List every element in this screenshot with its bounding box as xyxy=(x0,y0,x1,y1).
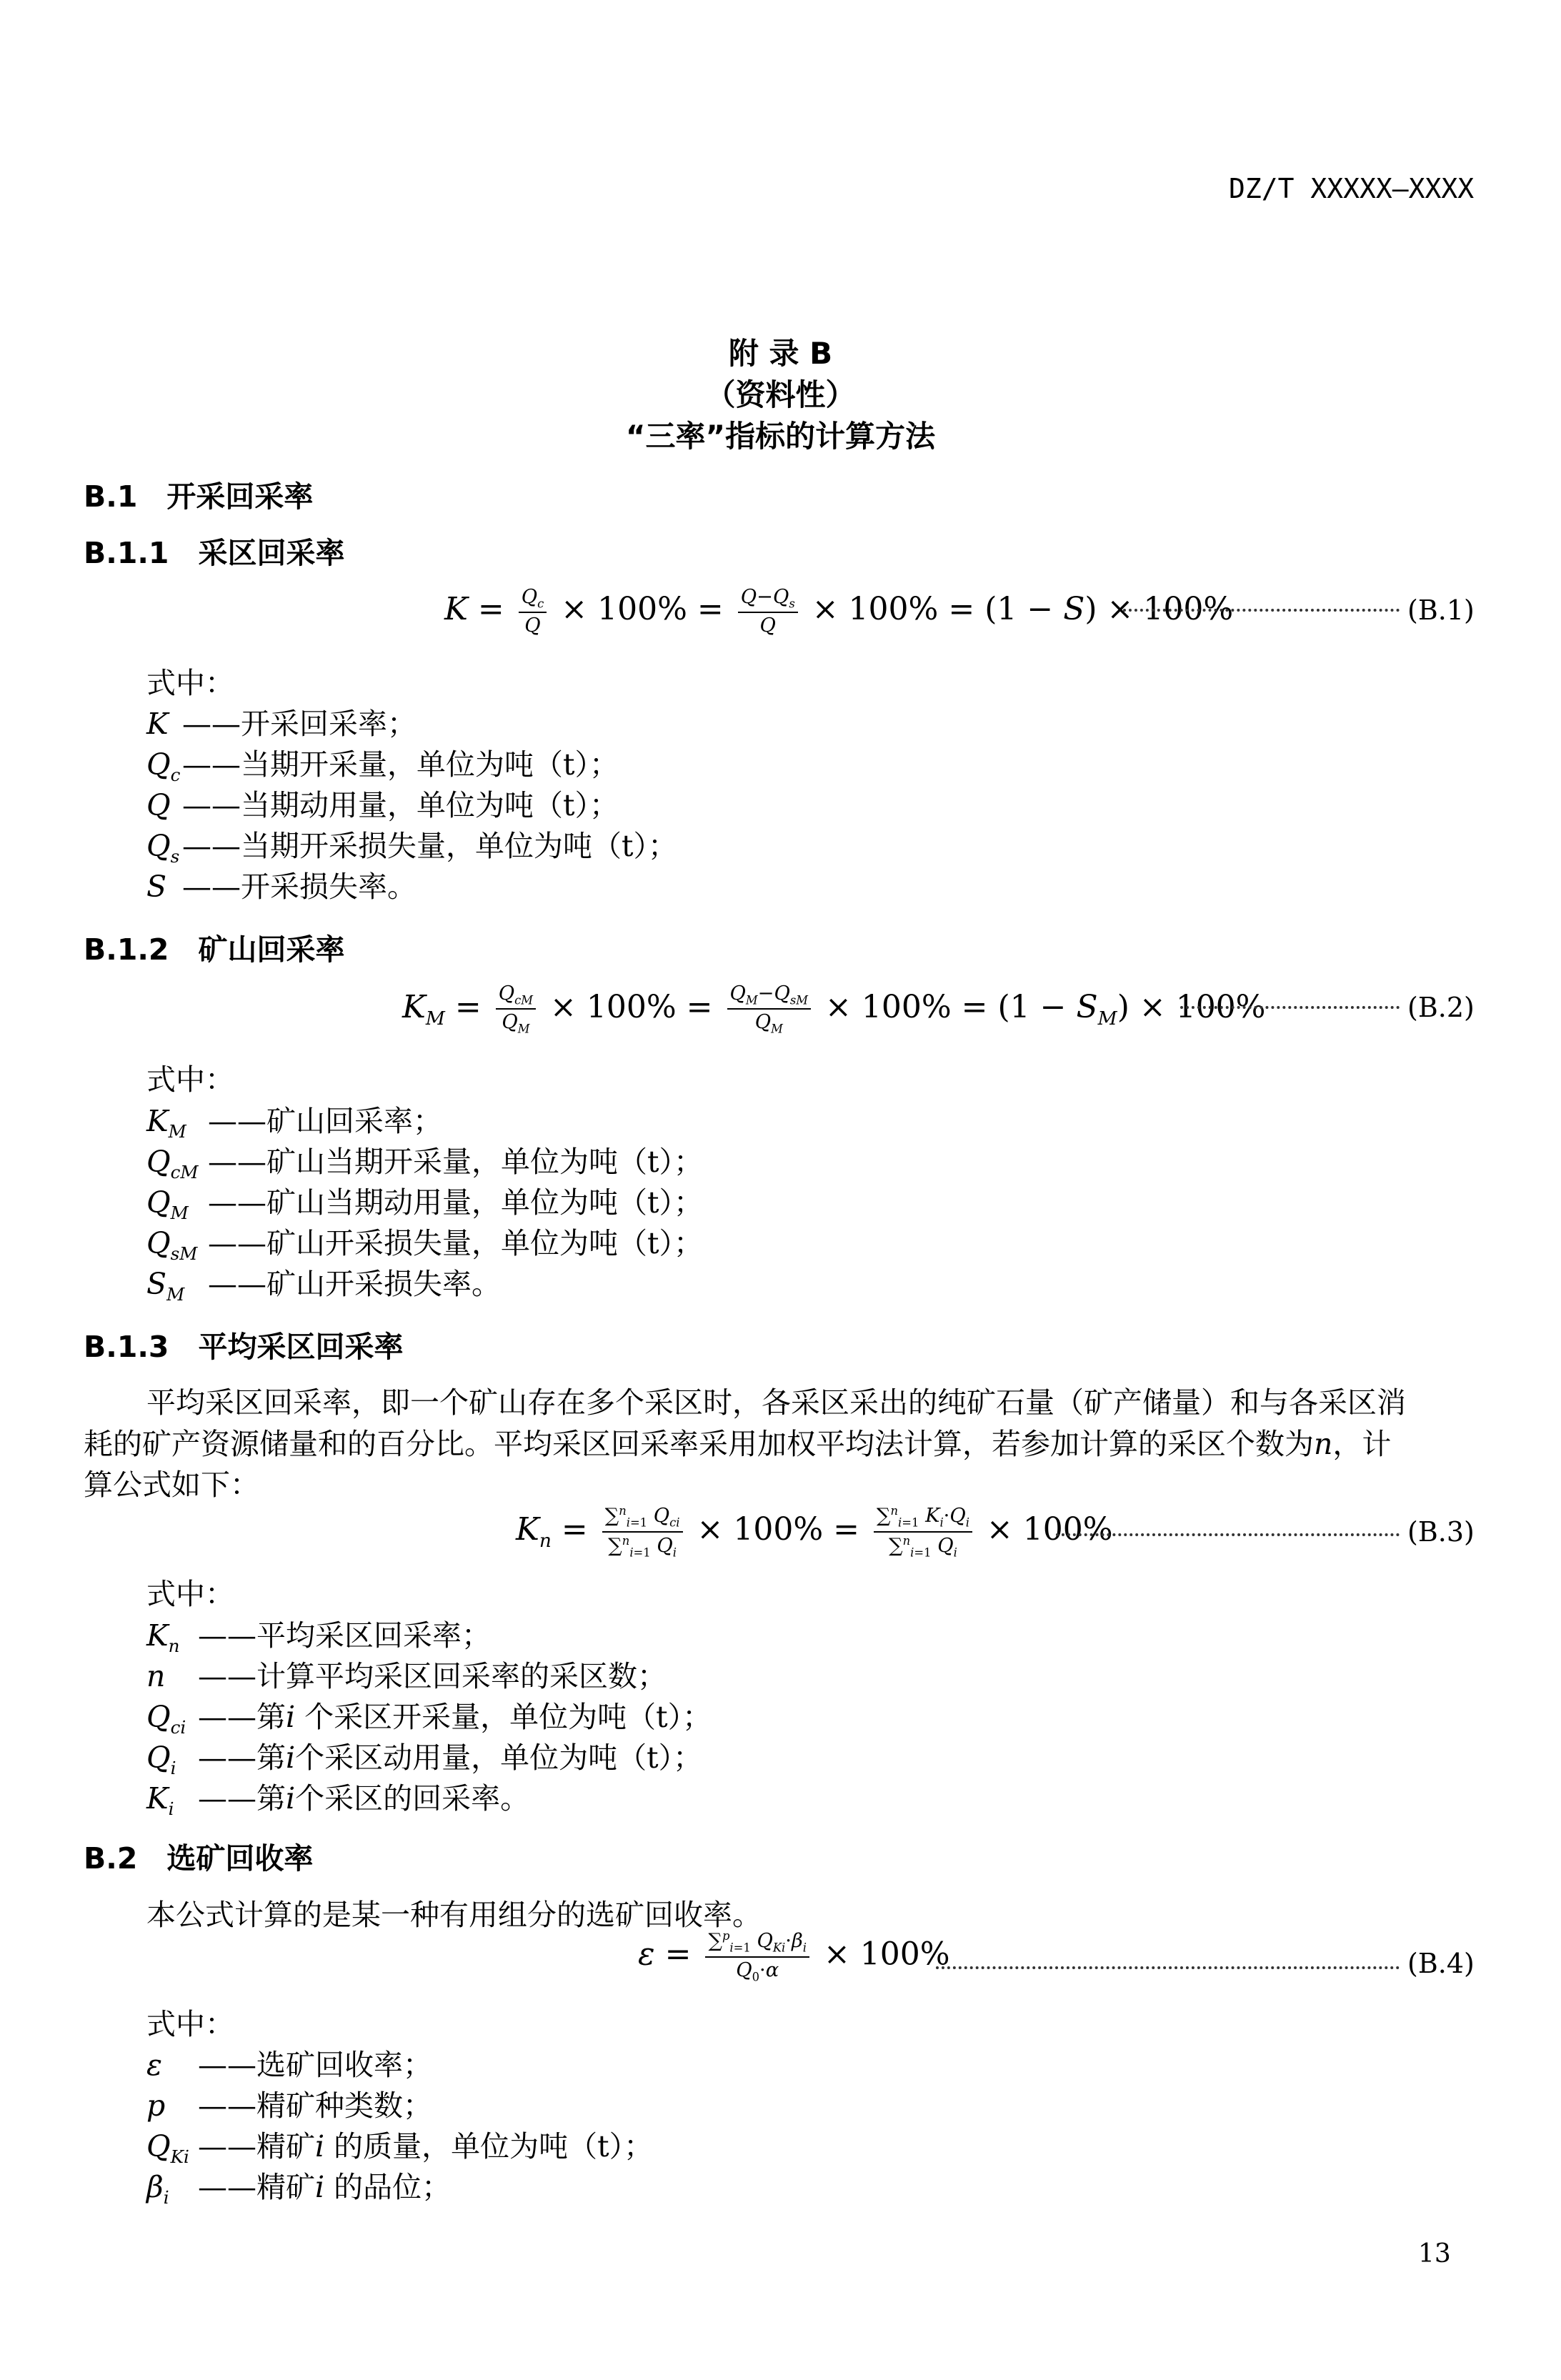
def-symbol: Q xyxy=(146,747,171,782)
def-Qs: $Q_s——$当期开采损失量，单位为吨（t）； xyxy=(146,829,677,867)
def-QcM: $Q_{cM}$ ——矿山当期开采量，单位为吨（t）； xyxy=(146,1145,703,1183)
def-text: ——矿山开采损失率。 xyxy=(208,1267,501,1301)
appendix-title: “三率”指标的计算方法 xyxy=(625,419,936,454)
page-number: 13 xyxy=(1418,2239,1451,2269)
def-SM: $S_M$ ——矿山开采损失率。 xyxy=(146,1267,501,1305)
def-symbol: Q xyxy=(146,1226,171,1260)
where-label: 式中： xyxy=(146,1577,234,1611)
leader-dots xyxy=(1123,609,1400,612)
def-text: 个采区动用量，单位为吨（t）； xyxy=(295,1741,703,1775)
def-symbol: Q xyxy=(146,788,171,822)
paragraph-line: 算公式如下： xyxy=(84,1468,259,1502)
leader-dots xyxy=(1180,1006,1400,1009)
def-symbol: K xyxy=(146,1618,169,1653)
def-text: ——开采损失率。 xyxy=(182,870,417,904)
doc-code: DZ/T XXXXX—XXXX xyxy=(1229,173,1475,204)
formula-b3-number: (B.3) xyxy=(1407,1516,1475,1548)
def-symbol: Q xyxy=(146,2129,171,2164)
where-label: 式中： xyxy=(146,666,234,700)
def-S xyxy=(146,863,417,905)
def-symbol: n xyxy=(146,1659,166,1693)
formula-b1-number: (B.1) xyxy=(1407,594,1475,626)
def-text: ——矿山当期动用量，单位为吨（t）； xyxy=(208,1185,703,1220)
def-symbol: S xyxy=(146,1267,167,1301)
def-KM: $K_M$ ——矿山回采率； xyxy=(146,1104,442,1142)
def-text: ——开采回采率； xyxy=(182,707,417,741)
section-b13-heading: B.1.3 平均采区回采率 xyxy=(84,1330,404,1364)
def-symbol: K xyxy=(146,1781,169,1816)
def-Ki: $K_i$ ——第i个采区的回采率。 xyxy=(146,1781,530,1820)
def-Qi: $Q_i$ ——第i个采区动用量，单位为吨（t）； xyxy=(146,1741,703,1779)
section-b2-heading: B.2 选矿回收率 xyxy=(84,1841,314,1876)
formula-b4: ε = $\frac{\sum^p_{i=1} Q_{Ki}\cdot\beta_i}{Q_0\cdot\alpha}$ × 100% xyxy=(638,1929,950,1983)
section-b11-heading: B.1.1 采区回采率 xyxy=(84,536,345,570)
leader-dots xyxy=(1056,1533,1400,1536)
where-label: 式中： xyxy=(146,2007,234,2041)
def-text: ——平均采区回采率； xyxy=(198,1618,491,1653)
appendix-label: 附 录 B xyxy=(728,336,833,371)
def-symbol: K xyxy=(146,1104,169,1138)
def-K xyxy=(146,700,417,742)
def-text: ——当期开采量，单位为吨（t）； xyxy=(182,747,619,782)
def-symbol: Q xyxy=(146,1741,171,1775)
formula-b3: $K_n$ = $\frac{\sum^n_{i=1} Q_{ci}}{\sum^n_{i=1} Q_i}$ × 100% = $\frac{\sum^n_{i=1} K_i\cdot Q_i}{\sum^n_{i=1} Q_i}$ × 100% xyxy=(516,1504,1113,1560)
def-text: ——矿山回采率； xyxy=(208,1104,442,1138)
def-text: ——矿山开采损失量，单位为吨（t）； xyxy=(208,1226,703,1260)
def-Qc: $Q_c——$当期开采量，单位为吨（t）； xyxy=(146,747,619,786)
def-text: 个采区的回采率。 xyxy=(295,1781,530,1816)
def-beta: $\beta_i$ ——精矿i 的品位； xyxy=(146,2170,452,2209)
paragraph-line: 耗的矿产资源储量和的百分比。平均采区回采率采用加权平均法计算，若参加计算的采区个数为n，计 xyxy=(84,1427,1392,1461)
def-text: ——矿山当期开采量，单位为吨（t）； xyxy=(208,1145,703,1179)
leader-dots xyxy=(936,1966,1400,1969)
def-n xyxy=(146,1653,667,1695)
def-symbol: Q xyxy=(146,1185,171,1220)
appendix-type: （资料性） xyxy=(705,377,856,412)
def-symbol: Q xyxy=(146,1145,171,1179)
def-symbol: β xyxy=(146,2170,164,2204)
formula-b1: K = $\frac{Q_c}{Q}$ × 100% = $\frac{Q-Q_s}{Q}$ × 100% = (1 − S) × 100% xyxy=(444,586,1234,637)
def-text: ——当期动用量，单位为吨（t）； xyxy=(182,788,619,822)
def-text: 的质量，单位为吨（t）； xyxy=(324,2129,654,2164)
def-epsilon xyxy=(146,2041,432,2083)
def-text: ——精矿种类数； xyxy=(198,2088,432,2123)
def-text: ——当期开采损失量，单位为吨（t）； xyxy=(182,829,677,863)
section-b1-heading: B.1 开采回采率 xyxy=(84,479,314,514)
paragraph-line: 本公式计算的是某一种有用组分的选矿回收率。 xyxy=(146,1898,762,1932)
def-symbol: S xyxy=(146,870,167,904)
def-symbol: ε xyxy=(146,2048,163,2082)
def-symbol: K xyxy=(146,707,169,741)
section-b12-heading: B.1.2 矿山回采率 xyxy=(84,932,345,967)
def-QsM: $Q_{sM}$ ——矿山开采损失量，单位为吨（t）； xyxy=(146,1226,703,1265)
def-text: 个采区开采量，单位为吨（t）； xyxy=(295,1700,712,1734)
def-text: ——选矿回收率； xyxy=(198,2048,432,2082)
def-QM: $Q_M$ ——矿山当期动用量，单位为吨（t）； xyxy=(146,1185,703,1224)
paragraph-line: 平均采区回采率，即一个矿山存在多个采区时，各采区采出的纯矿石量（矿产储量）和与各采区消 xyxy=(146,1385,1406,1420)
formula-b4-number: (B.4) xyxy=(1407,1948,1475,1979)
def-Q xyxy=(146,782,619,824)
def-Qci: $Q_{ci}$ ——第i 个采区开采量，单位为吨（t）； xyxy=(146,1700,712,1738)
def-symbol: Q xyxy=(146,829,171,863)
formula-b2: $K_M$ = $\frac{Q_{cM}}{Q_M}$ × 100% = $\frac{Q_M-Q_{sM}}{Q_M}$ × $100\% = (1 - S_M) \times 100\%$ xyxy=(402,982,1266,1036)
def-p xyxy=(146,2082,432,2124)
def-text: 的品位； xyxy=(324,2170,452,2204)
def-symbol: Q xyxy=(146,1700,171,1734)
where-label: 式中： xyxy=(146,1062,234,1097)
def-Kn: $K_n$ ——平均采区回采率； xyxy=(146,1618,491,1657)
def-text: ——计算平均采区回采率的采区数； xyxy=(198,1659,667,1693)
formula-b2-number: (B.2) xyxy=(1407,992,1475,1023)
def-symbol: p xyxy=(146,2088,166,2123)
def-QKi: $Q_{Ki}$ ——精矿i 的质量，单位为吨（t）； xyxy=(146,2129,654,2168)
